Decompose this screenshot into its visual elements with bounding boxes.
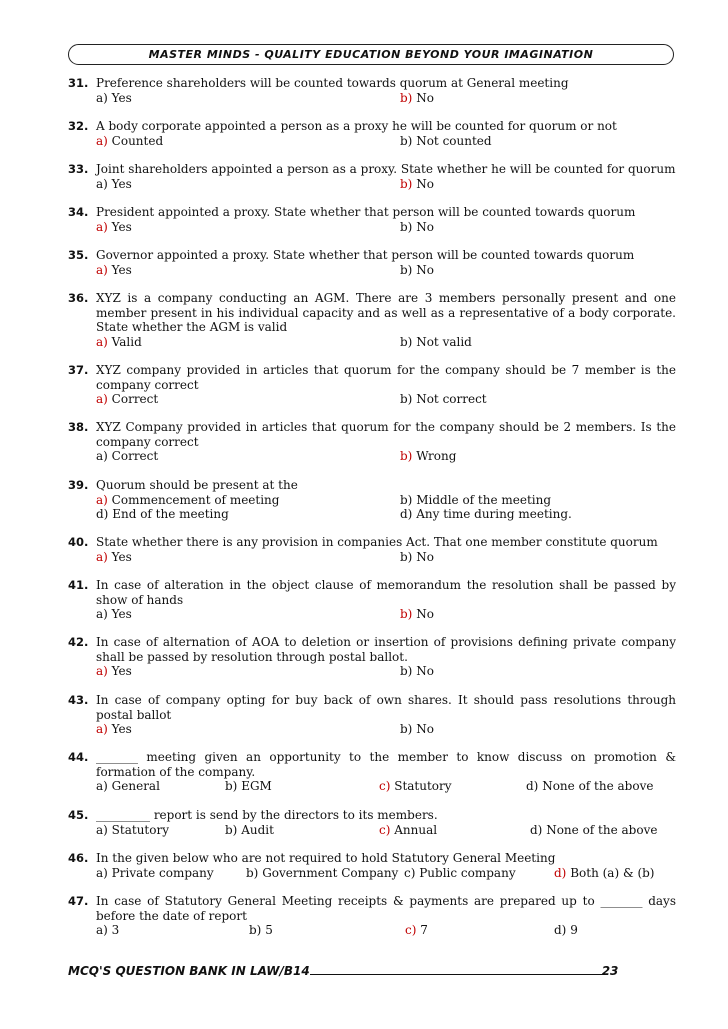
correct-option-label: a)	[96, 722, 108, 737]
question-item	[68, 478, 676, 522]
option-text: Not correct	[416, 392, 487, 407]
question-text-row	[68, 851, 676, 866]
question-number: 46.	[68, 851, 89, 865]
options-row	[68, 722, 676, 737]
answer-option	[96, 722, 132, 737]
option-text: Yes	[111, 262, 132, 277]
question-number: 38.	[68, 420, 89, 434]
question-text: Joint shareholders appointed a person as a proxy. State whether he will be counted for quorum	[96, 162, 676, 176]
question-number: 37.	[68, 363, 89, 377]
options-row	[68, 923, 676, 938]
options-row	[68, 507, 676, 522]
option-text: Any time during meeting.	[416, 507, 572, 522]
answer-option	[400, 607, 434, 622]
correct-option-label: a)	[96, 549, 108, 564]
options-row	[68, 779, 676, 794]
option-label: b)	[400, 262, 413, 277]
question-text-row	[68, 535, 676, 550]
question-item	[68, 750, 676, 794]
question-item	[68, 851, 676, 880]
question-item	[68, 420, 676, 464]
question-number: 33.	[68, 162, 89, 176]
question-number: 34.	[68, 205, 89, 219]
answer-option	[400, 177, 434, 192]
options-row	[68, 263, 676, 278]
answer-option	[400, 550, 434, 565]
answer-option	[225, 823, 274, 838]
question-text: Preference shareholders will be counted towards quorum at General meeting	[96, 76, 569, 90]
question-text-row	[68, 119, 676, 134]
answer-option	[96, 220, 132, 235]
option-label: a)	[96, 607, 108, 622]
question-item	[68, 205, 676, 234]
option-text: 9	[570, 923, 578, 938]
question-number: 35.	[68, 248, 89, 262]
question-text: Quorum should be present at the	[96, 478, 298, 492]
question-text-row	[68, 76, 676, 91]
answer-option	[400, 91, 434, 106]
correct-option-label: c)	[379, 779, 391, 794]
correct-option-label: d)	[554, 865, 567, 880]
question-number: 42.	[68, 635, 89, 649]
question-text: In case of company opting for buy back of own shares. It should pass resolutions through postal ballot	[96, 693, 676, 722]
question-item	[68, 119, 676, 148]
answer-option	[404, 866, 516, 881]
correct-option-label: a)	[96, 334, 108, 349]
footer-rule	[310, 963, 602, 975]
question-text: XYZ is a company conducting an AGM. There are 3 members personally present and one member present in his individual capacity and as well as a representative of a body corporate. State whether the AGM is valid	[96, 291, 676, 335]
answer-option	[96, 91, 132, 106]
options-row	[68, 449, 676, 464]
option-label: a)	[96, 923, 108, 938]
question-text: In case of Statutory General Meeting receipts & payments are prepared up to _______ days before the date of report	[96, 894, 676, 923]
answer-option	[96, 866, 214, 881]
question-text: A body corporate appointed a person as a proxy he will be counted for quorum or not	[96, 119, 617, 133]
question-item	[68, 162, 676, 191]
correct-option-label: b)	[400, 449, 413, 464]
answer-option	[96, 507, 229, 522]
options-row	[68, 177, 676, 192]
question-number: 44.	[68, 750, 89, 764]
options-row	[68, 392, 676, 407]
answer-option	[96, 134, 163, 149]
option-label: a)	[96, 90, 108, 105]
correct-option-label: a)	[96, 262, 108, 277]
option-label: b)	[400, 133, 413, 148]
option-text: Public company	[419, 865, 516, 880]
option-text: Valid	[111, 334, 142, 349]
answer-option	[400, 664, 434, 679]
correct-option-label: a)	[96, 219, 108, 234]
option-text: Statutory	[111, 822, 169, 837]
question-item	[68, 363, 676, 407]
option-label: b)	[246, 865, 259, 880]
option-label: b)	[400, 492, 413, 507]
correct-option-label: b)	[400, 176, 413, 191]
answer-option	[400, 220, 434, 235]
option-text: Government Company	[262, 865, 399, 880]
question-text: XYZ company provided in articles that quorum for the company should be 7 member is the company correct	[96, 363, 676, 392]
option-text: No	[416, 176, 434, 191]
question-item	[68, 635, 676, 679]
option-text: No	[416, 607, 434, 622]
question-text-row	[68, 693, 676, 722]
answer-option	[526, 779, 653, 794]
question-number: 41.	[68, 578, 89, 592]
question-text-row	[68, 420, 676, 449]
option-text: Yes	[111, 549, 132, 564]
option-text: Private company	[111, 865, 214, 880]
question-text-row	[68, 750, 676, 779]
options-row	[68, 550, 676, 565]
question-text-row	[68, 578, 676, 607]
option-text: Yes	[111, 607, 132, 622]
option-text: Both (a) & (b)	[570, 865, 655, 880]
answer-option	[96, 177, 132, 192]
option-text: 7	[420, 923, 428, 938]
option-text: No	[416, 219, 434, 234]
option-text: Correct	[111, 392, 159, 407]
page-footer	[68, 963, 678, 978]
options-row	[68, 91, 676, 106]
question-text: _______ meeting given an opportunity to the member to know discuss on promotion & formation of the company.	[96, 750, 676, 779]
option-text: Wrong	[416, 449, 457, 464]
correct-option-label: b)	[400, 90, 413, 105]
answer-option	[400, 263, 434, 278]
question-number: 31.	[68, 76, 89, 90]
option-text: Commencement of meeting	[111, 492, 280, 507]
option-text: Statutory	[394, 779, 452, 794]
option-text: Yes	[111, 722, 132, 737]
answer-option	[96, 923, 119, 938]
answer-option	[400, 722, 434, 737]
option-label: a)	[96, 176, 108, 191]
options-row	[68, 866, 676, 881]
answer-option	[249, 923, 273, 938]
question-text: Governor appointed a proxy. State whether that person will be counted towards quorum	[96, 248, 635, 262]
header-title: MASTER MINDS - QUALITY EDUCATION BEYOND YOUR IMAGINATION	[148, 48, 594, 61]
option-text: Yes	[111, 219, 132, 234]
option-text: Audit	[241, 822, 274, 837]
answer-option	[96, 664, 132, 679]
question-number: 36.	[68, 291, 89, 305]
question-text: _________ report is send by the directors to its members.	[96, 808, 438, 822]
answer-option	[96, 823, 169, 838]
option-text: None of the above	[542, 779, 654, 794]
option-label: b)	[249, 923, 262, 938]
question-text-row	[68, 894, 676, 923]
option-label: b)	[400, 549, 413, 564]
question-text-row	[68, 808, 676, 823]
option-label: b)	[225, 822, 238, 837]
answer-option	[400, 493, 551, 508]
option-text: End of the meeting	[112, 507, 229, 522]
answer-option	[96, 779, 160, 794]
option-text: EGM	[241, 779, 272, 794]
answer-option	[96, 392, 158, 407]
question-item	[68, 693, 676, 737]
option-text: Correct	[111, 449, 159, 464]
question-text: In the given below who are not required to hold Statutory General Meeting	[96, 851, 556, 865]
option-label: b)	[400, 722, 413, 737]
options-row	[68, 134, 676, 149]
correct-option-label: b)	[400, 607, 413, 622]
question-number: 43.	[68, 693, 89, 707]
option-text: None of the above	[546, 822, 658, 837]
options-row	[68, 607, 676, 622]
option-label: b)	[400, 664, 413, 679]
question-number: 32.	[68, 119, 89, 133]
options-row	[68, 220, 676, 235]
correct-option-label: c)	[379, 822, 391, 837]
option-text: Not valid	[416, 334, 472, 349]
answer-option	[554, 866, 654, 881]
question-text-row	[68, 363, 676, 392]
option-label: d)	[530, 822, 543, 837]
option-label: a)	[96, 779, 108, 794]
option-label: a)	[96, 822, 108, 837]
option-text: 5	[265, 923, 273, 938]
answer-option	[400, 335, 472, 350]
correct-option-label: a)	[96, 392, 108, 407]
question-text-row	[68, 291, 676, 335]
option-label: d)	[526, 779, 539, 794]
question-item	[68, 894, 676, 938]
answer-option	[400, 392, 487, 407]
answer-option	[530, 823, 657, 838]
answer-option	[96, 550, 132, 565]
answer-option	[96, 335, 142, 350]
option-label: a)	[96, 865, 108, 880]
correct-option-label: a)	[96, 492, 108, 507]
question-number: 47.	[68, 894, 89, 908]
correct-option-label: a)	[96, 133, 108, 148]
question-item	[68, 76, 676, 105]
answer-option	[554, 923, 578, 938]
question-item	[68, 535, 676, 564]
options-row	[68, 493, 676, 508]
answer-option	[379, 823, 437, 838]
question-text-row	[68, 248, 676, 263]
option-text: Yes	[111, 90, 132, 105]
question-text-row	[68, 205, 676, 220]
option-text: Yes	[111, 176, 132, 191]
answer-option	[96, 493, 279, 508]
option-text: 3	[111, 923, 120, 938]
question-number: 45.	[68, 808, 89, 822]
footer-title: MCQ'S QUESTION BANK IN LAW/B14	[68, 964, 310, 978]
options-row	[68, 335, 676, 350]
options-row	[68, 664, 676, 679]
question-text: State whether there is any provision in companies Act. That one member constitute quorum	[96, 535, 658, 549]
question-text: XYZ Company provided in articles that quorum for the company should be 2 members. Is the company correct	[96, 420, 676, 449]
option-text: No	[416, 722, 434, 737]
option-text: No	[416, 549, 434, 564]
question-item	[68, 578, 676, 622]
option-label: a)	[96, 449, 108, 464]
option-label: b)	[400, 392, 413, 407]
answer-option	[246, 866, 398, 881]
option-label: b)	[400, 219, 413, 234]
option-text: Middle of the meeting	[416, 492, 552, 507]
option-text: Yes	[111, 664, 132, 679]
option-label: d)	[554, 923, 567, 938]
page-number: 23	[601, 964, 619, 978]
option-label: d)	[96, 507, 109, 522]
option-label: d)	[400, 507, 413, 522]
option-text: Not counted	[416, 133, 492, 148]
option-text: No	[416, 664, 434, 679]
question-number: 40.	[68, 535, 89, 549]
option-text: No	[416, 90, 434, 105]
answer-option	[400, 449, 456, 464]
question-text-row	[68, 162, 676, 177]
option-text: Annual	[394, 822, 438, 837]
correct-option-label: a)	[96, 664, 108, 679]
answer-option	[96, 263, 132, 278]
answer-option	[96, 607, 132, 622]
question-item	[68, 248, 676, 277]
option-text: Counted	[111, 133, 164, 148]
question-text-row	[68, 478, 676, 493]
question-number: 39.	[68, 478, 89, 492]
answer-option	[400, 507, 572, 522]
option-label: c)	[404, 865, 416, 880]
options-row	[68, 823, 676, 838]
answer-option	[400, 134, 492, 149]
question-text: In case of alternation of AOA to deletion or insertion of provisions defining private company shall be passed by resolution through postal ballot.	[96, 635, 676, 664]
answer-option	[379, 779, 452, 794]
page-header	[68, 44, 674, 65]
option-label: b)	[400, 334, 413, 349]
option-text: No	[416, 262, 434, 277]
question-item	[68, 808, 676, 837]
answer-option	[96, 449, 158, 464]
question-text-row	[68, 635, 676, 664]
answer-option	[225, 779, 272, 794]
question-item	[68, 291, 676, 349]
option-label: b)	[225, 779, 238, 794]
question-text: In case of alteration in the object clause of memorandum the resolution shall be passed by show of hands	[96, 578, 676, 607]
answer-option	[405, 923, 428, 938]
correct-option-label: c)	[405, 923, 417, 938]
option-text: General	[111, 779, 160, 794]
question-text: President appointed a proxy. State whether that person will be counted towards quorum	[96, 205, 636, 219]
